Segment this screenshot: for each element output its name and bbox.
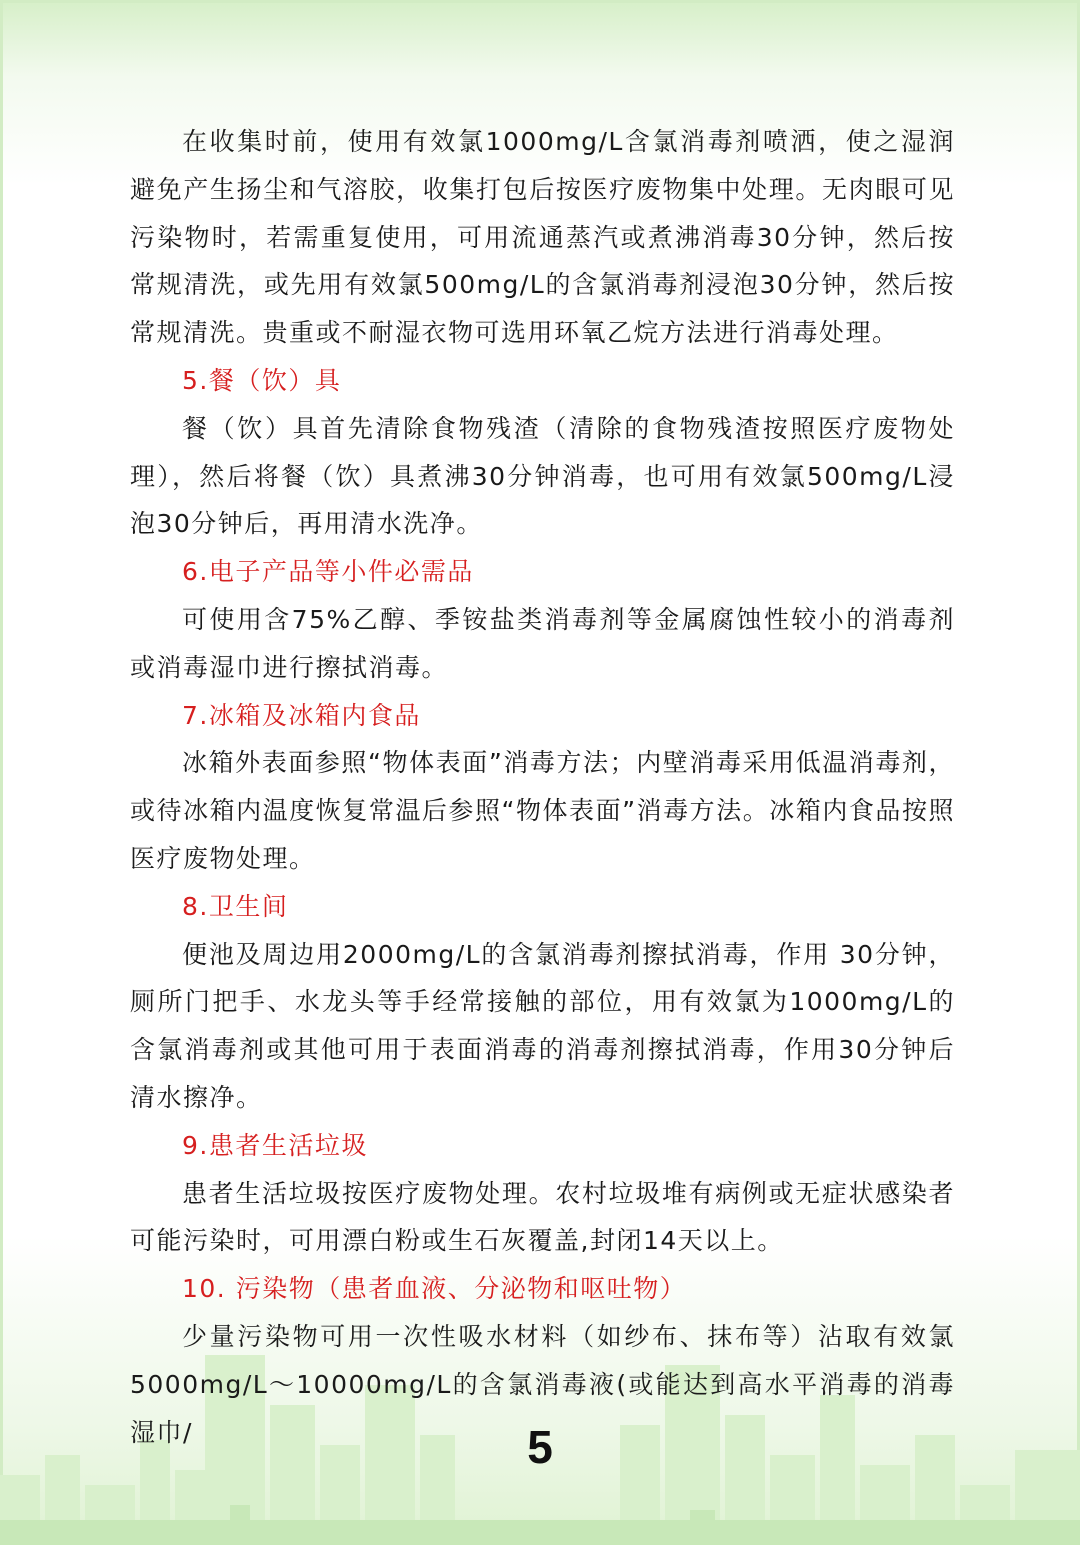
body-paragraph: 在收集时前，使用有效氯1000mg/L含氯消毒剂喷洒，使之湿润避免产生扬尘和气溶胶，收集打包后按医疗废物集中处理。无肉眼可见污染物时，若需重复使用，可用流通蒸汽或煮沸消毒30分钟，然后按常规清洗，或先用有效氯500mg/L的含氯消毒剂浸泡30分钟，然后按常规清洗。贵重或不耐湿衣物可选用环氧乙烷方法进行消毒处理。 xyxy=(130,127,955,348)
section-heading: 10. 污染物（患者血液、分泌物和呕吐物） xyxy=(182,1274,687,1304)
body-paragraph: 可使用含75%乙醇、季铵盐类消毒剂等金属腐蚀性较小的消毒剂或消毒湿巾进行擦拭消毒。 xyxy=(130,604,955,682)
document-body xyxy=(130,118,955,1456)
body-paragraph: 少量污染物可用一次性吸水材料（如纱布、抹布等）沾取有效氯5000mg/L～10000mg/L的含氯消毒液(或能达到高水平消毒的消毒湿巾/ xyxy=(130,1321,955,1447)
body-paragraph: 患者生活垃圾按医疗废物处理。农村垃圾堆有病例或无症状感染者可能污染时，可用漂白粉或生石灰覆盖,封闭14天以上。 xyxy=(130,1178,955,1256)
body-paragraph: 冰箱外表面参照“物体表面”消毒方法；内壁消毒采用低温消毒剂，或待冰箱内温度恢复常温后参照“物体表面”消毒方法。冰箱内食品按照医疗废物处理。 xyxy=(130,748,955,873)
section-heading: 7.冰箱及冰箱内食品 xyxy=(182,700,421,730)
section-heading: 8.卫生间 xyxy=(182,891,289,921)
section-heading: 6.电子产品等小件必需品 xyxy=(182,557,474,587)
body-paragraph: 餐（饮）具首先清除食物残渣（清除的食物残渣按照医疗废物处理），然后将餐（饮）具煮沸30分钟消毒，也可用有效氯500mg/L浸泡30分钟后，再用清水洗净。 xyxy=(130,413,955,539)
body-paragraph: 便池及周边用2000mg/L的含氯消毒剂擦拭消毒，作用 30分钟，厕所门把手、水龙头等手经常接触的部位，用有效氯为1000mg/L的含氯消毒剂或其他可用于表面消毒的消毒剂擦拭消毒，作用30分钟后清水擦净。 xyxy=(130,939,955,1112)
section-heading: 5.餐（饮）具 xyxy=(182,365,342,395)
section-heading: 9.患者生活垃圾 xyxy=(182,1130,368,1160)
page-number: 5 xyxy=(527,1421,553,1473)
